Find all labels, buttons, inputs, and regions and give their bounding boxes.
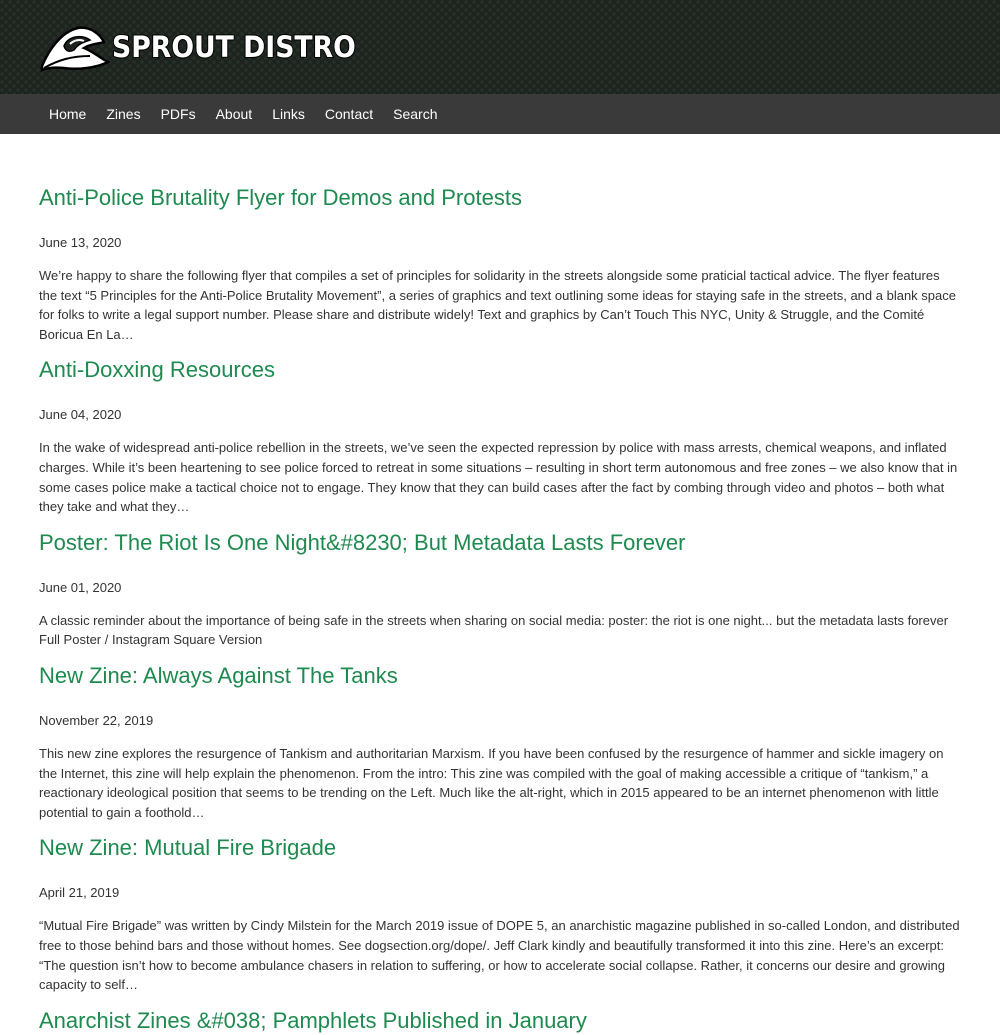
post-excerpt: “Mutual Fire Brigade” was written by Cindy Milstein for the March 2019 issue of DOPE 5, an anarchistic magazine published in so-called London, and distributed free to those behind bars and those without homes. See dogsection.org/dope/. Jeff Clark kindly and beautifully transformed it into this zine. Here’s an excerpt: “The question isn’t how to become ambulance chasers in relation to suffering, or how to accelerate social collapse. Rather, it concerns our desire and growing capacity to self… <box>39 918 960 993</box>
post-list <box>0 134 1000 1035</box>
site-header <box>0 0 1000 94</box>
post-item <box>39 662 961 834</box>
post-item <box>39 356 961 528</box>
post-date: June 01, 2020 <box>39 579 122 595</box>
post-item <box>39 529 961 662</box>
main-nav <box>0 94 1000 134</box>
post-title-link[interactable]: New Zine: Mutual Fire Brigade <box>39 835 337 861</box>
nav-search[interactable]: Search <box>393 106 438 122</box>
post-excerpt: We’re happy to share the following flyer that compiles a set of principles for solidarity in the streets alongside some praticial tactical advice. The flyer features the text “5 Principles for the Anti-Police Brutality Movement”, a series of graphics and text outlining some ideas for staying safe in the streets, and a blank space for folks to write a legal support number. Please share and distribute widely! Text and graphics by Can’t Touch This NYC, Unity & Struggle, and the Comité Boricua En La… <box>39 268 956 342</box>
nav-about[interactable]: About <box>215 106 253 122</box>
post-date: April 21, 2019 <box>39 885 120 901</box>
site-title: SPROUT DISTRO <box>112 30 356 64</box>
nav-links[interactable]: Links <box>272 106 305 122</box>
post-excerpt: This new zine explores the resurgence of Tankism and authoritarian Marxism. If you have been confused by the resurgence of hammer and sickle imagery on the Internet, this zine will help explain the phenomenon. From the intro: This zine was compiled with the goal of making accessible a critique of “tankism,” a reactionary ideological position that seems to be trending on the Left. Much like the alt-right, which in 2015 appeared to be an internet phenomenon with little potential to gain a foothold… <box>39 745 944 820</box>
post-title-link[interactable]: New Zine: Always Against The Tanks <box>39 662 398 688</box>
post-excerpt: A classic reminder about the importance of being safe in the streets when sharing on social media: poster: the riot is one night... but the metadata lasts forever Full Poster / Instagram Square Version <box>39 612 949 648</box>
post-date: November 22, 2019 <box>39 712 154 728</box>
post-title-link[interactable]: Anti-Police Brutality Flyer for Demos and Protests <box>39 185 522 210</box>
post-title-link[interactable]: Anti-Doxxing Resources <box>39 357 275 383</box>
post-item <box>39 834 961 1006</box>
post-date: June 04, 2020 <box>39 407 122 423</box>
sprout-leaf-icon <box>38 22 110 72</box>
post-title-link[interactable]: Anarchist Zines &#038; Pamphlets Published in January <box>39 1007 587 1033</box>
post-excerpt: In the wake of widespread anti-police rebellion in the streets, we’ve seen the expected repression by police with mass arrests, chemical weapons, and inflated charges. While it’s been heartening to see police forced to retreat in some situations – resulting in short term autonomous and free zones – we also know that in some cases police make a tactical choice not to engage. They know that they can build cases after the fact by combing through video and photos – both what they take and what they… <box>39 440 958 515</box>
post-item <box>39 184 961 356</box>
nav-pdfs[interactable]: PDFs <box>160 106 196 122</box>
post-title-link[interactable]: Poster: The Riot Is One Night&#8230; But Metadata Lasts Forever <box>39 529 686 555</box>
nav-zines[interactable]: Zines <box>106 106 141 122</box>
post-date: June 13, 2020 <box>39 235 122 250</box>
nav-contact[interactable]: Contact <box>324 106 374 122</box>
nav-home[interactable]: Home <box>49 106 87 122</box>
post-item <box>39 1007 961 1035</box>
site-logo[interactable] <box>38 22 377 72</box>
